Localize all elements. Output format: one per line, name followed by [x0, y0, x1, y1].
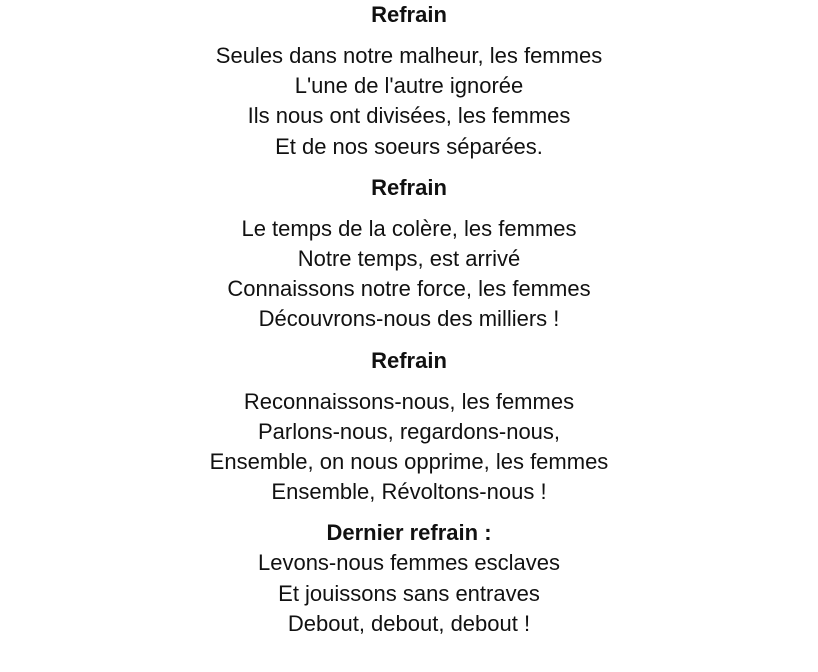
final-refrain: [0, 548, 818, 639]
verse: [0, 214, 818, 335]
final-refrain-line: Debout, debout, debout !: [287, 610, 531, 636]
verse-line: Ensemble, on nous opprime, les femmes: [209, 449, 609, 475]
verse-line: Ils nous ont divisées, les femmes: [247, 103, 571, 129]
verse-line: L'une de l'autre ignorée: [294, 73, 524, 99]
final-refrain-line: Levons-nous femmes esclaves: [257, 550, 561, 576]
verse-line: Découvrons-nous des milliers !: [258, 306, 560, 332]
verse-line: Reconnaissons-nous, les femmes: [243, 388, 575, 414]
verse-line: Notre temps, est arrivé: [297, 246, 521, 272]
verse-line: Ensemble, Révoltons-nous !: [271, 479, 547, 505]
verse-line: Parlons-nous, regardons-nous,: [257, 418, 561, 444]
refrain-heading: Refrain: [371, 2, 447, 27]
refrain-heading: Refrain: [371, 174, 447, 200]
refrain-heading: Refrain: [371, 347, 447, 373]
final-refrain-line: Et jouissons sans entraves: [278, 580, 540, 606]
verse-line: Le temps de la colère, les femmes: [241, 215, 577, 241]
verse-line: Et de nos soeurs séparées.: [275, 133, 543, 159]
final-refrain-heading: Dernier refrain :: [326, 520, 492, 546]
verse-line: Seules dans notre malheur, les femmes: [215, 43, 603, 68]
verse-line: Connaissons notre force, les femmes: [227, 276, 591, 302]
verse: [0, 387, 818, 508]
verse: [0, 41, 818, 162]
